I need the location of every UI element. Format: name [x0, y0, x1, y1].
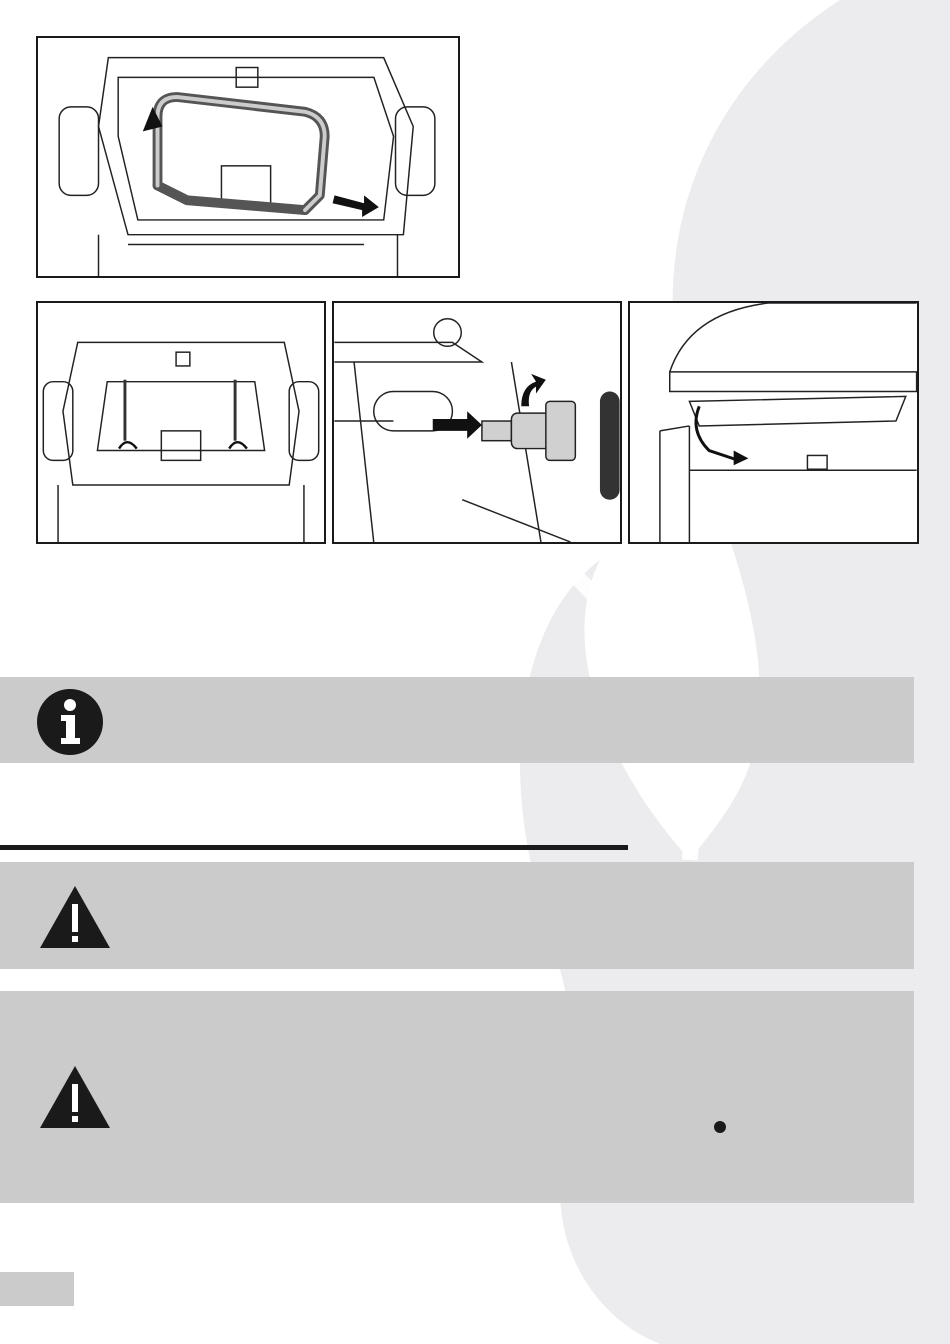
- info-notice: [0, 677, 914, 763]
- burner-clips-illustration: [38, 303, 324, 542]
- figure-gas-valve: [332, 301, 622, 544]
- section-divider: [0, 845, 628, 850]
- bullet-dot: [714, 1121, 726, 1133]
- warning-notice-1: [0, 862, 914, 969]
- figure-burner-clips: [36, 301, 326, 544]
- figure-burner-removal: [36, 36, 460, 278]
- igniter-wire-illustration: [630, 303, 917, 542]
- figure-igniter-wire: [628, 301, 919, 544]
- page-number-tab: [0, 1272, 74, 1306]
- info-icon: [36, 688, 104, 756]
- warning-triangle-icon: [38, 1064, 112, 1130]
- burner-tube-removal-illustration: [38, 38, 458, 276]
- warning-triangle-icon: [38, 884, 112, 950]
- warning-notice-2: [0, 991, 914, 1203]
- gas-valve-connection-illustration: [334, 303, 620, 542]
